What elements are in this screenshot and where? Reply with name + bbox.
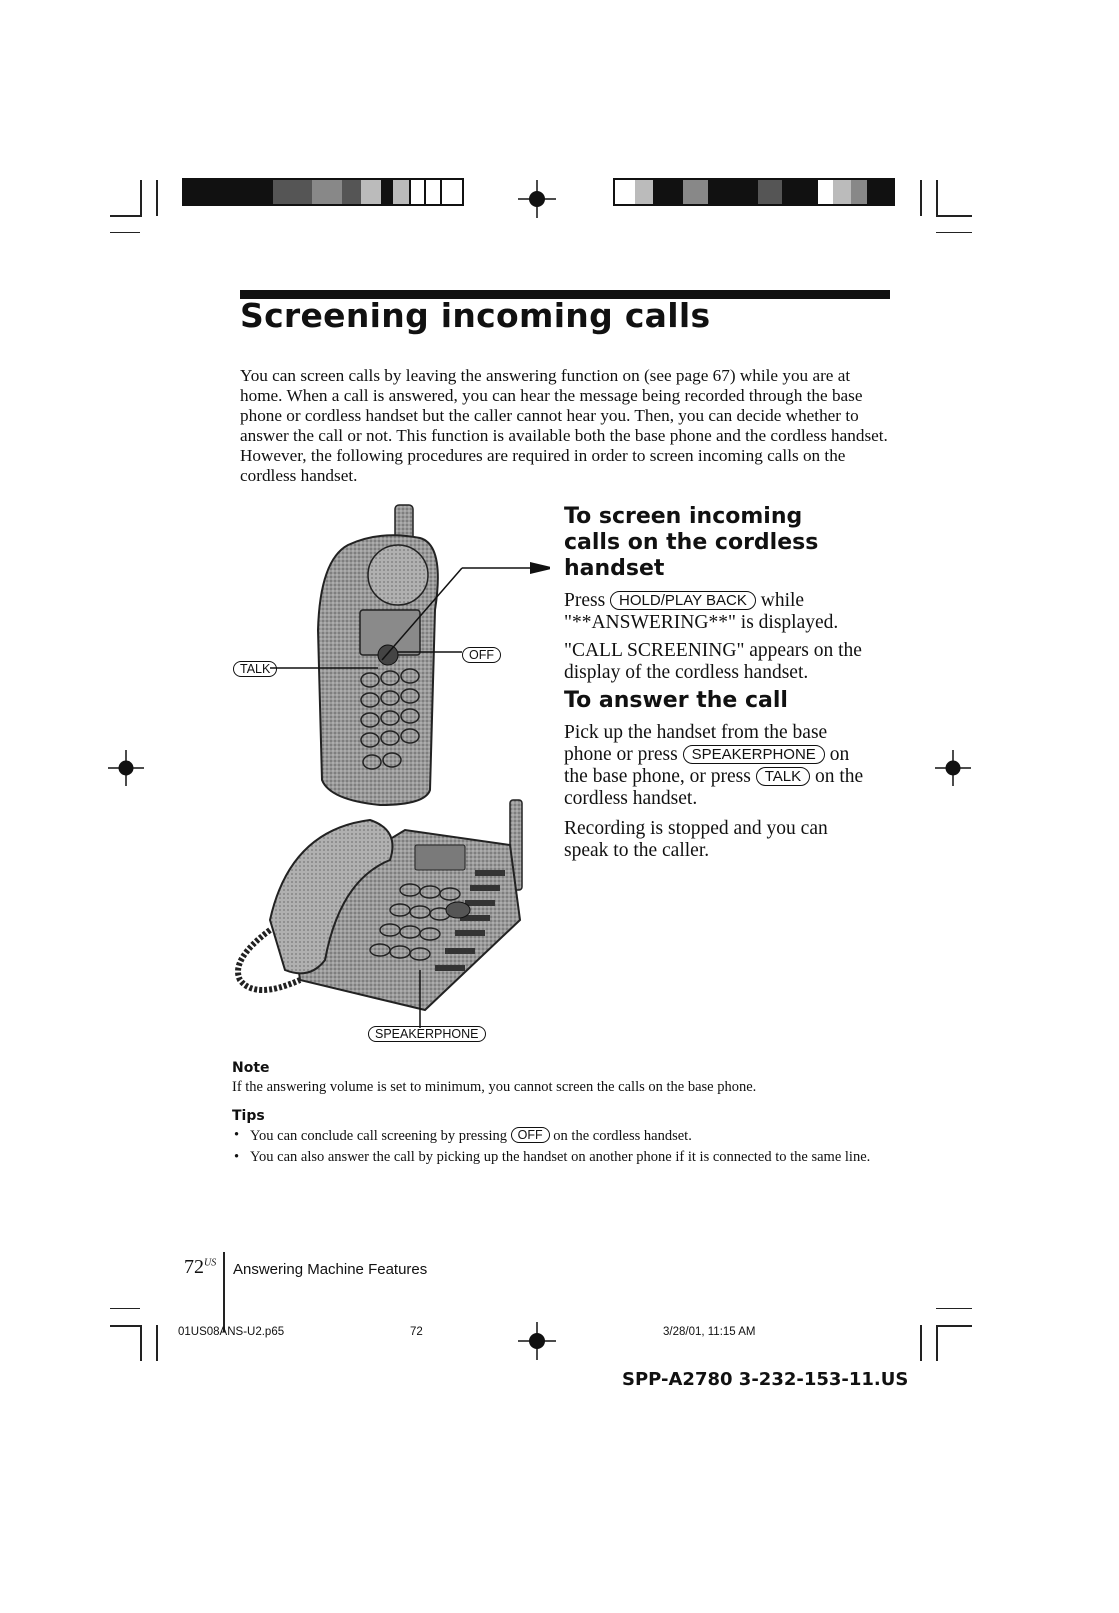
registration-target-icon <box>518 180 556 218</box>
crop-mark <box>920 180 922 216</box>
crop-mark <box>110 1308 140 1309</box>
crop-mark <box>920 1325 922 1361</box>
tips-list <box>232 1127 872 1166</box>
model-number: SPP-A2780 3-232-153-11.US <box>622 1369 909 1390</box>
note-heading: Note <box>232 1060 270 1076</box>
section-name: Answering Machine Features <box>233 1261 428 1278</box>
intro-paragraph: You can screen calls by leaving the answering function on (see page 67) while you are at home. When a call is answered, you can hear the message being recorded through the base phone or cordless handset but the caller cannot hear you. Then, you can decide whether to answer the call or not. This function is available both the base phone and the cordless handset. However, the following procedures are required in order to screen incoming calls on the cordless handset. <box>240 366 888 485</box>
base-phone <box>238 800 522 1010</box>
section-heading: To answer the call <box>564 688 788 713</box>
text: Press <box>564 590 606 611</box>
text: Pick up the handset from the base phone or press <box>564 722 828 765</box>
page-number <box>184 1256 216 1279</box>
print-date: 3/28/01, 11:15 AM <box>663 1326 756 1338</box>
text: You can conclude call screening by pressing <box>250 1128 508 1144</box>
cordless-handset <box>318 505 438 805</box>
speakerphone-key-label: SPEAKERPHONE <box>368 1026 486 1042</box>
note-text: If the answering volume is set to minimum, you cannot screen the calls on the base phone. <box>232 1079 757 1095</box>
section-answer-call <box>564 688 864 862</box>
text: while <box>760 590 805 611</box>
page-title: Screening incoming calls <box>240 296 711 335</box>
registration-target-icon <box>108 750 144 786</box>
text: "**ANSWERING**" is displayed. <box>564 612 839 633</box>
crop-mark <box>110 1325 142 1327</box>
tips-heading: Tips <box>232 1108 265 1124</box>
section-paragraph <box>564 722 864 810</box>
registration-bar-right <box>613 178 895 206</box>
tips-block <box>232 1108 872 1170</box>
crop-mark <box>936 215 972 217</box>
list-item: • You can also answer the call by picking up the handset on another phone if it is connected to the same line. <box>232 1149 872 1166</box>
text: on the cordless handset. <box>553 1128 692 1144</box>
text: on the cordless handset. <box>564 766 864 809</box>
file-name: 01US08ANS-U2.p65 <box>178 1326 285 1338</box>
crop-mark <box>936 1325 972 1327</box>
registration-bar-left <box>182 178 464 206</box>
section-paragraph: "CALL SCREENING" appears on the display of the cordless handset. <box>564 640 862 683</box>
registration-target-icon <box>518 1322 556 1360</box>
speakerphone-key: SPEAKERPHONE <box>683 745 825 764</box>
section-heading: To screen incoming calls on the cordless handset <box>564 504 819 581</box>
off-key-label: OFF <box>462 647 501 663</box>
section-paragraph <box>564 590 864 634</box>
crop-mark <box>110 215 142 217</box>
talk-key-label: TALK <box>233 661 277 677</box>
crop-mark <box>110 232 140 233</box>
crop-mark <box>140 1325 142 1361</box>
talk-key: TALK <box>756 767 810 786</box>
off-key: OFF <box>511 1127 550 1143</box>
page-number-value: 72 <box>184 1256 204 1278</box>
section-screen-calls <box>564 504 864 684</box>
crop-mark <box>936 1308 972 1309</box>
page-number-suffix: US <box>204 1257 217 1269</box>
registration-target-icon <box>935 750 971 786</box>
crop-mark <box>936 232 972 233</box>
list-item <box>232 1127 872 1145</box>
crop-mark <box>140 180 142 216</box>
crop-mark <box>936 1325 938 1361</box>
section-paragraph: Recording is stopped and you can speak to the caller. <box>564 818 828 861</box>
print-page-number: 72 <box>410 1326 423 1338</box>
phone-illustration <box>230 500 550 1060</box>
crop-mark <box>156 180 158 216</box>
text: on the base phone, or press <box>564 744 850 787</box>
note-block <box>232 1060 872 1096</box>
hold-play-back-key: HOLD/PLAY BACK <box>610 591 756 610</box>
crop-mark <box>156 1325 158 1361</box>
crop-mark <box>936 180 938 216</box>
footer-divider <box>223 1252 225 1332</box>
